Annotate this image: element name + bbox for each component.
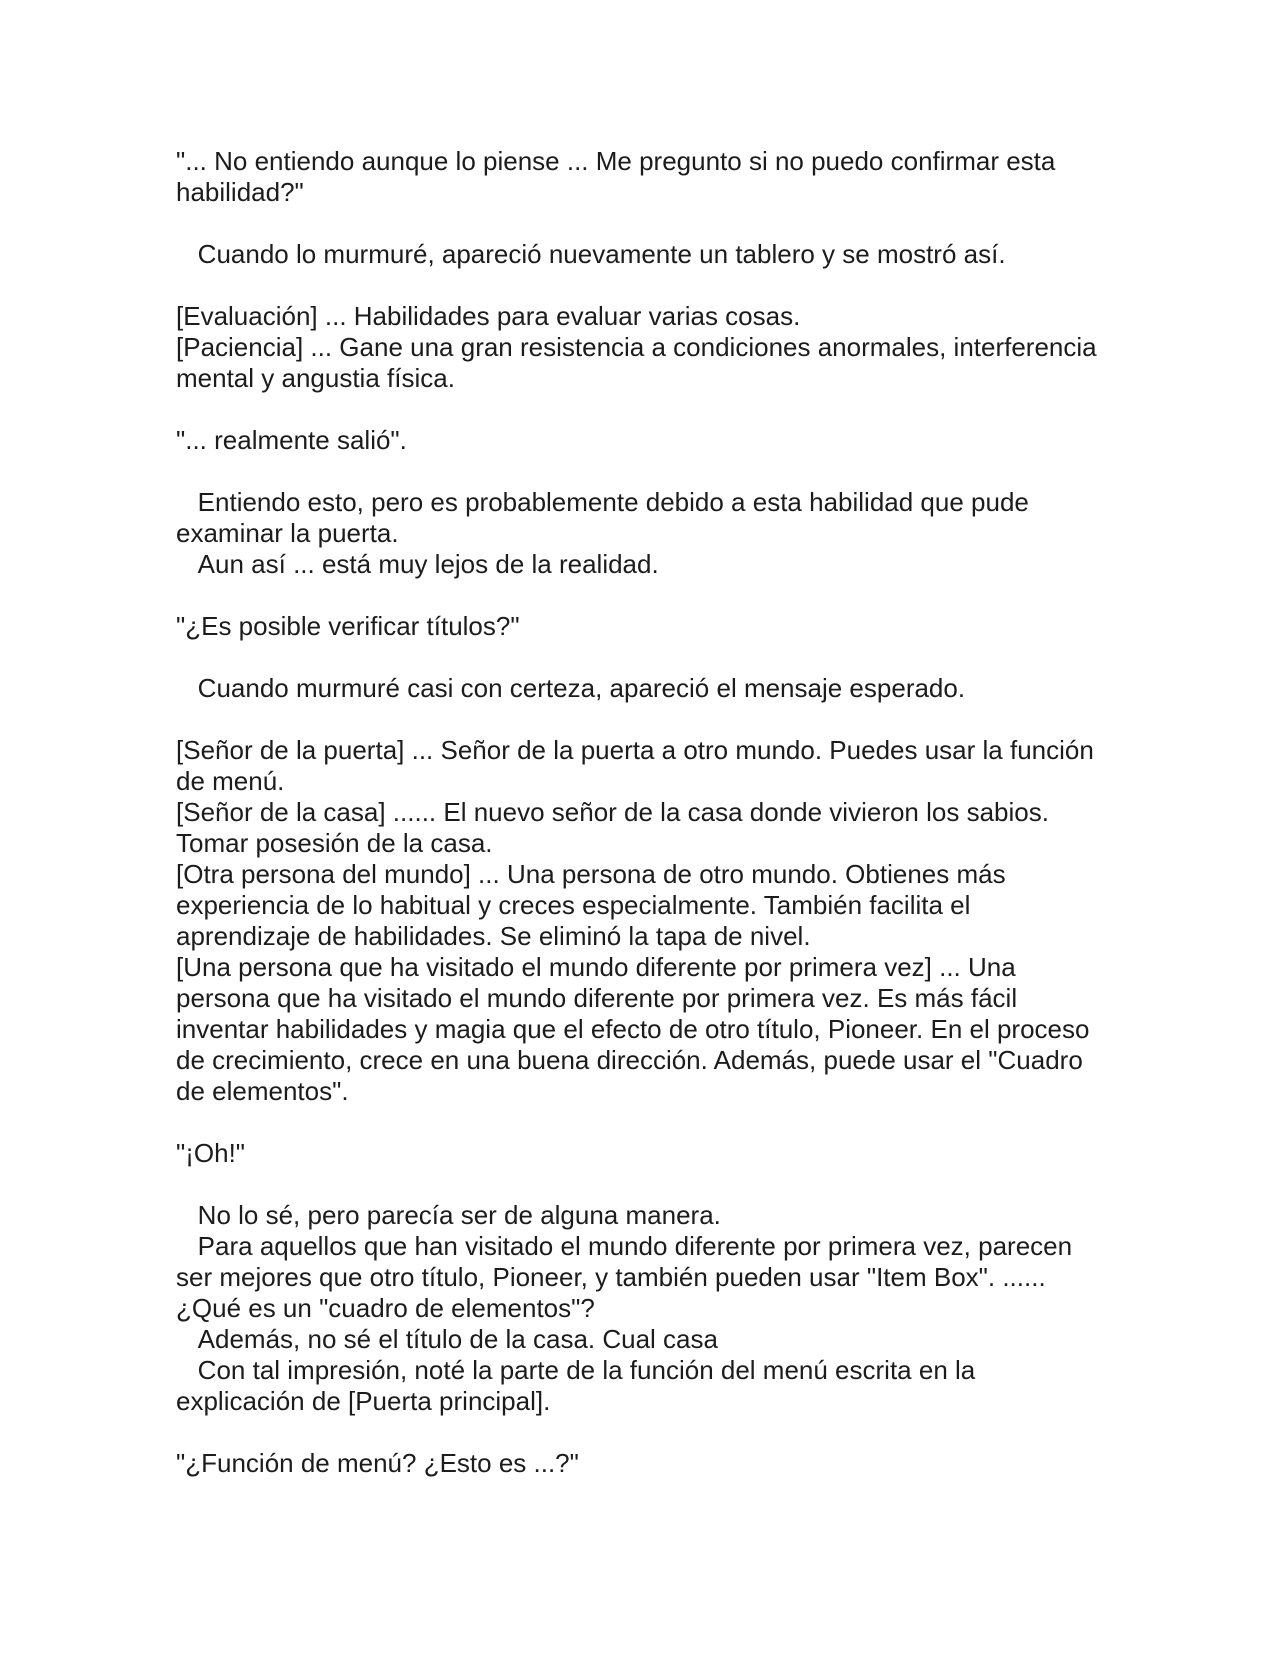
paragraph: "¿Es posible verificar títulos?"	[176, 611, 520, 641]
paragraph: Cuando lo murmuré, apareció nuevamente un tablero y se mostró así.	[176, 239, 1006, 269]
paragraph: Además, no sé el título de la casa. Cual casa	[176, 1324, 718, 1354]
paragraph: Para aquellos que han visitado el mundo diferente por primera vez, parecen ser mejores que otro título, Pioneer, y también pueden usar "Item Box". ...... ¿Qué es un "cuadro de elementos"?	[176, 1231, 1080, 1323]
paragraph: "¿Función de menú? ¿Esto es ...?"	[176, 1448, 579, 1478]
paragraph: [Una persona que ha visitado el mundo diferente por primera vez] ... Una persona que ha visitado el mundo diferente por primera vez. Es más fácil inventar habilidades y magia que el efecto de otro título, Pioneer. En el proceso de crecimiento, crece en una buena dirección. Además, puede usar el "Cuadro de elementos".	[176, 952, 1097, 1106]
paragraph: Aun así ... está muy lejos de la realidad.	[176, 549, 659, 579]
paragraph: [Señor de la puerta] ... Señor de la puerta a otro mundo. Puedes usar la función de menú.	[176, 735, 1102, 796]
paragraph: "... realmente salió".	[176, 425, 407, 455]
paragraph: [Paciencia] ... Gane una gran resistencia a condiciones anormales, interferencia mental y angustia física.	[176, 332, 1104, 393]
paragraph: "¡Oh!"	[176, 1138, 246, 1168]
paragraph: "... No entiendo aunque lo piense ... Me pregunto si no puedo confirmar esta habilidad?"	[176, 146, 1063, 207]
document-page	[176, 146, 1111, 1479]
paragraph: Entiendo esto, pero es probablemente debido a esta habilidad que pude examinar la puerta.	[176, 487, 1037, 548]
paragraph: No lo sé, pero parecía ser de alguna manera.	[176, 1200, 721, 1230]
paragraph: [Señor de la casa] ...... El nuevo señor de la casa donde vivieron los sabios. Tomar posesión de la casa.	[176, 797, 1056, 858]
paragraph: [Otra persona del mundo] ... Una persona de otro mundo. Obtienes más experiencia de lo habitual y creces especialmente. También facilita el aprendizaje de habilidades. Se eliminó la tapa de nivel.	[176, 859, 1013, 951]
paragraph: [Evaluación] ... Habilidades para evaluar varias cosas.	[176, 301, 801, 331]
paragraph: Cuando murmuré casi con certeza, apareció el mensaje esperado.	[176, 673, 966, 703]
paragraph: Con tal impresión, noté la parte de la función del menú escrita en la explicación de [Puerta principal].	[176, 1355, 983, 1416]
